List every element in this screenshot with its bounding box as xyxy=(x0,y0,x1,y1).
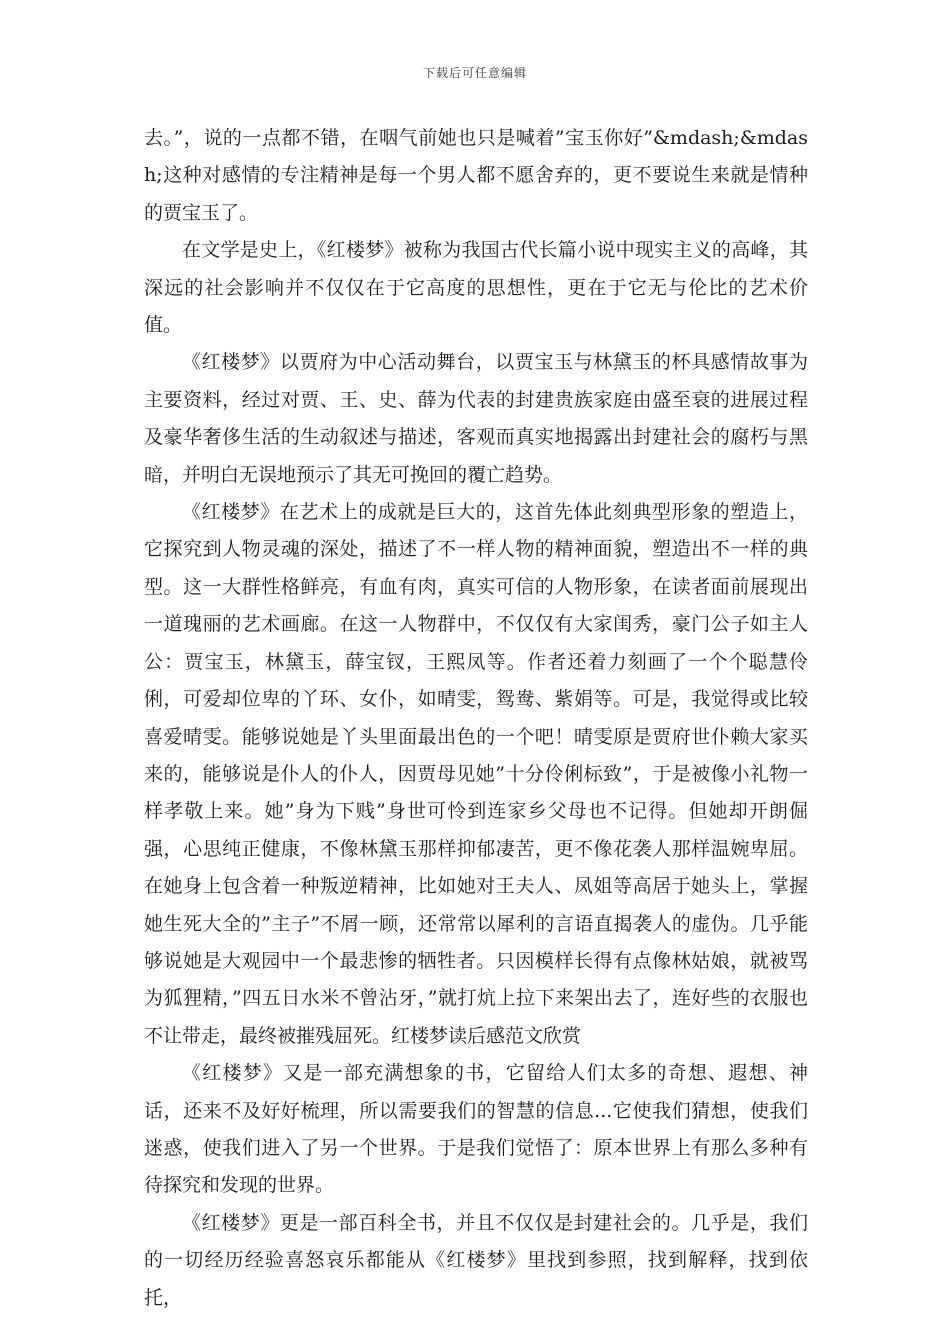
paragraph-6: 《红楼梦》更是一部百科全书，并且不仅仅是封建社会的。几乎是，我们的一切经历经验喜怒哀乐都能从《红楼梦》里找到参照，找到解释，找到依托， xyxy=(144,1211,808,1309)
paragraph-3: 《红楼梦》以贾府为中心活动舞台，以贾宝玉与林黛玉的杯具感情故事为主要资料，经过对贾、王、史、薛为代表的封建贵族家庭由盛至衰的进展过程及豪华奢侈生活的生动叙述与描述，客观而真实地揭露出封建社会的腐朽与黑暗，并明白无误地预示了其无可挽回的覆亡趋势。 xyxy=(144,351,808,486)
document-body xyxy=(144,120,808,1317)
paragraph-5: 《红楼梦》又是一部充满想象的书，它留给人们太多的奇想、遐想、神话，还来不及好好梳理，所以需要我们的智慧的信息...它使我们猜想，使我们迷惑，使我们进入了另一个世界。于是我们觉悟了：原本世界上有那么多种有待探究和发现的世界。 xyxy=(144,1062,808,1197)
page-header: 下载后可任意编辑 xyxy=(422,66,527,80)
paragraph-1: 去。”，说的一点都不错，在咽气前她也只是喊着”宝玉你好”&mdash;&mdash;这种对感情的专注精神是每一个男人都不愿舍弃的，更不要说生来就是情种的贾宝玉了。 xyxy=(144,127,808,224)
paragraph-4: 《红楼梦》在艺术上的成就是巨大的，这首先体此刻典型形象的塑造上，它探究到人物灵魂的深处，描述了不一样人物的精神面貌，塑造出不一样的典型。这一大群性格鲜亮，有血有肉，真实可信的人物形象，在读者面前展现出一道瑰丽的艺术画廊。在这一人物群中，不仅仅有大家闺秀，豪门公子如主人公：贾宝玉，林黛玉，薛宝钗，王熙凤等。作者还着力刻画了一个个聪慧伶俐，可爱却位卑的丫环、女仆，如晴雯，鸳鸯、紫娟等。可是，我觉得或比较喜爱晴雯。能够说她是丫头里面最出色的一个吧！晴雯原是贾府世仆赖大家买来的，能够说是仆人的仆人，因贾母见她”十分伶俐标致”，于是被像小礼物一样孝敬上来。她”身为下贱”身世可怜到连家乡父母也不记得。但她却开朗倔强，心思纯正健康，不像林黛玉那样抑郁凄苦，更不像花袭人那样温婉卑屈。在她身上包含着一种叛逆精神，比如她对王夫人、凤姐等高居于她头上，掌握她生死大全的”主子”不屑一顾，还常常以犀利的言语直揭袭人的虚伪。几乎能够说她是大观园中一个最悲惨的牺牲者。只因模样长得有点像林姑娘，就被骂为狐狸精，”四五日水米不曾沾牙，”就打炕上拉下来架出去了，连好些的衣服也不让带走，最终被摧残屈死。红楼梦读后感范文欣赏 xyxy=(144,501,808,1047)
paragraph-2: 在文学是史上，《红楼梦》被称为我国古代长篇小说中现实主义的高峰，其深远的社会影响并不仅仅在于它高度的思想性，更在于它无与伦比的艺术价值。 xyxy=(144,239,808,337)
